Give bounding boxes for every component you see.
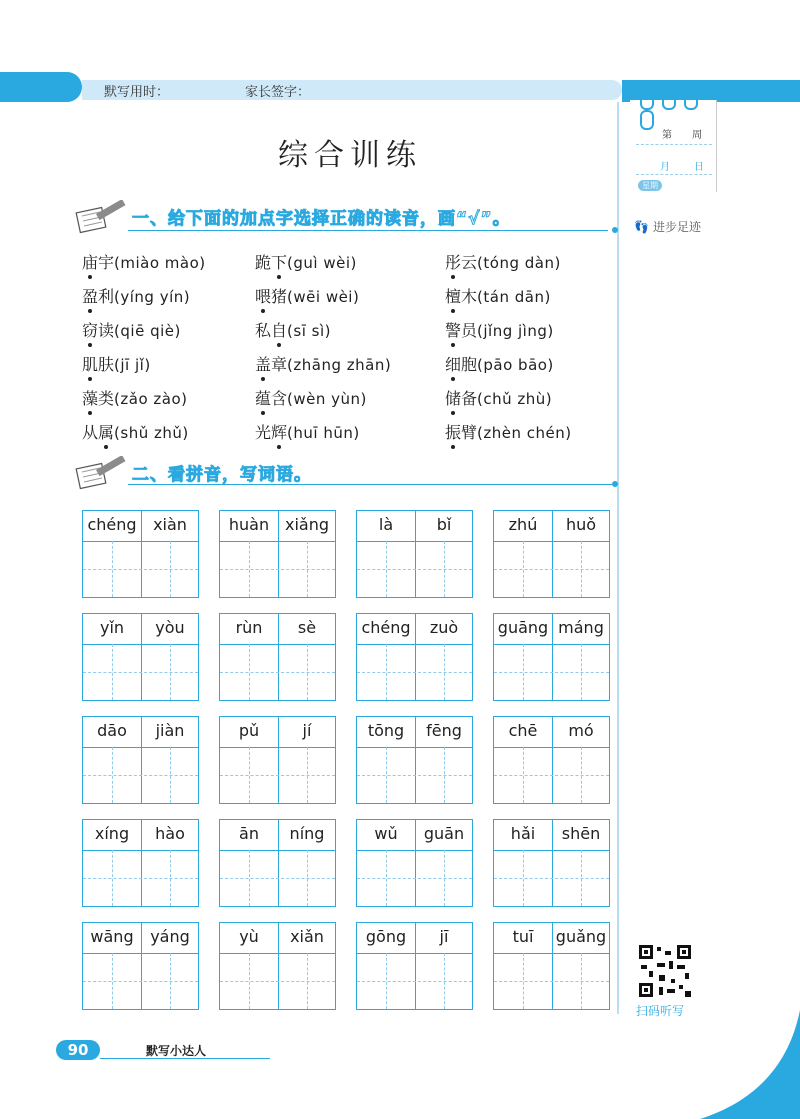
writing-cell[interactable]: [356, 922, 473, 1010]
word-item: 檀木(tán dān): [445, 287, 551, 306]
pinyin-options: (zhāng zhān): [287, 356, 392, 374]
calendar-day-label: 日: [694, 162, 704, 173]
pinyin-syllable: hǎi: [510, 824, 536, 843]
pinyin-options: (chǔ zhù): [477, 390, 553, 408]
writing-cell[interactable]: [219, 510, 336, 598]
pinyin-options: (shǔ zhǔ): [114, 424, 189, 442]
pinyin-syllable: máng: [558, 618, 604, 637]
writing-cell[interactable]: [493, 819, 610, 907]
pinyin-syllable: huǒ: [565, 515, 597, 534]
pinyin-syllable: jiàn: [155, 721, 185, 740]
writing-cell[interactable]: [356, 510, 473, 598]
dotted-character: 藻: [82, 389, 99, 408]
word-item: 储备(chǔ zhù): [445, 389, 553, 408]
pinyin-options: (wēi wèi): [287, 288, 360, 306]
dotted-character: 喂: [255, 287, 272, 306]
pinyin-syllable: chē: [508, 721, 538, 740]
pinyin-syllable: yù: [239, 927, 259, 946]
pinyin-options: (yíng yín): [114, 288, 191, 306]
pinyin-options: (qiē qiè): [114, 322, 181, 340]
page-number: 90: [56, 1040, 100, 1060]
pinyin-options: (zǎo zào): [114, 390, 188, 408]
writing-cell[interactable]: [82, 819, 199, 907]
corner-decoration: [700, 1010, 800, 1119]
writing-cell[interactable]: [82, 613, 199, 701]
dotted-character: 储: [445, 389, 462, 408]
pinyin-options: (jī jǐ): [114, 356, 151, 374]
pinyin-options: (tóng dàn): [477, 254, 561, 272]
word-item: 盖章(zhāng zhān): [255, 355, 392, 374]
footprints-icon: 👣: [634, 220, 649, 234]
calendar-week-label: 第: [662, 130, 672, 141]
pinyin-syllable: tuī: [512, 927, 534, 946]
pencil-notebook-icon: [72, 200, 128, 236]
dotted-character: 盖: [255, 355, 272, 374]
section1-heading: 一、给下面的加点字选择正确的读音，画“√”。: [132, 209, 511, 229]
word-item: 警员(jǐng jìng): [445, 321, 554, 340]
writing-cell[interactable]: [493, 613, 610, 701]
dotted-character: 蕴: [255, 389, 272, 408]
pinyin-syllable: tōng: [367, 721, 405, 740]
word-item: 喂猪(wēi wèi): [255, 287, 360, 306]
pinyin-syllable: yòu: [155, 618, 185, 637]
pinyin-syllable: bǐ: [436, 515, 452, 534]
pinyin-options: (pāo bāo): [477, 356, 554, 374]
pinyin-syllable: shēn: [561, 824, 601, 843]
pinyin-syllable: pǔ: [238, 721, 260, 740]
word-item: 细胞(pāo bāo): [445, 355, 554, 374]
qr-code-icon[interactable]: [637, 943, 693, 999]
word-item: 肌肤(jī jǐ): [82, 355, 151, 374]
pinyin-syllable: dāo: [97, 721, 127, 740]
pinyin-syllable: guāng: [497, 618, 549, 637]
calendar-rings-icon: [640, 90, 716, 130]
writing-cell[interactable]: [356, 613, 473, 701]
pinyin-options: (miào mào): [114, 254, 206, 272]
pinyin-syllable: hào: [155, 824, 185, 843]
calendar-week-suffix: 周: [692, 130, 702, 141]
pinyin-syllable: fēng: [426, 721, 462, 740]
word-item: 跪下(guì wèi): [255, 253, 357, 272]
writing-cell[interactable]: [219, 613, 336, 701]
dotted-character: 下: [271, 253, 288, 272]
pinyin-syllable: níng: [289, 824, 325, 843]
writing-cell[interactable]: [82, 716, 199, 804]
pinyin-options: (jǐng jìng): [477, 322, 554, 340]
writing-cell[interactable]: [219, 922, 336, 1010]
section2-heading: 二、看拼音，写词语。: [132, 465, 312, 485]
word-item: 私自(sī sì): [255, 321, 331, 340]
pinyin-syllable: guǎng: [555, 927, 607, 946]
pinyin-syllable: xíng: [94, 824, 130, 843]
writing-cell[interactable]: [493, 716, 610, 804]
pinyin-syllable: yǐn: [99, 618, 125, 637]
pinyin-syllable: huàn: [228, 515, 270, 534]
pinyin-syllable: guān: [423, 824, 465, 843]
pinyin-options: (zhèn chén): [477, 424, 572, 442]
pinyin-options: (tán dān): [477, 288, 551, 306]
dotted-character: 自: [271, 321, 288, 340]
pinyin-syllable: xiǎn: [290, 927, 324, 946]
writing-cell[interactable]: [493, 922, 610, 1010]
topbar: [82, 80, 622, 100]
pinyin-syllable: chéng: [87, 515, 137, 534]
dotted-character: 属: [98, 423, 115, 442]
pinyin-syllable: wāng: [90, 927, 134, 946]
dictation-time-label: 默写用时：: [104, 85, 170, 100]
calendar-month-label: 月: [660, 162, 670, 173]
calendar-weekday-badge: 星期: [638, 180, 662, 191]
word-item: 从属(shǔ zhǔ): [82, 423, 189, 442]
word-item: 蕴含(wèn yùn): [255, 389, 367, 408]
pinyin-options: (sī sì): [287, 322, 331, 340]
pinyin-syllable: xiàn: [153, 515, 187, 534]
word-item: 光辉(huī hūn): [255, 423, 360, 442]
section1-header: [72, 200, 617, 236]
dotted-character: 振: [445, 423, 462, 442]
pinyin-syllable: zhú: [508, 515, 538, 534]
dotted-character: 警: [445, 321, 462, 340]
parent-signature-label: 家长签字：: [245, 85, 311, 100]
progress-label: 进步足迹: [652, 220, 701, 234]
word-item: 盈利(yíng yín): [82, 287, 191, 306]
writing-cell[interactable]: [82, 922, 199, 1010]
writing-cell[interactable]: [219, 819, 336, 907]
writing-cell[interactable]: [356, 819, 473, 907]
pinyin-syllable: ān: [239, 824, 259, 843]
pencil-notebook-icon: [72, 456, 128, 492]
book-title: 默写小达人: [146, 1044, 207, 1058]
word-item: 庙宇(miào mào): [82, 253, 206, 272]
section2-header: [72, 456, 617, 492]
topbar-tab: [0, 72, 82, 102]
dotted-character: 檀: [445, 287, 462, 306]
pinyin-syllable: xiǎng: [284, 515, 329, 534]
pinyin-syllable: jí: [302, 721, 312, 740]
pinyin-options: (huī hūn): [287, 424, 360, 442]
pinyin-syllable: yáng: [150, 927, 190, 946]
pinyin-syllable: wǔ: [374, 824, 398, 843]
dotted-character: 彤: [445, 253, 462, 272]
right-margin-line: [617, 102, 619, 1014]
pinyin-syllable: chéng: [361, 618, 411, 637]
pinyin-syllable: zuò: [429, 618, 459, 637]
word-item: 振臂(zhèn chén): [445, 423, 572, 442]
dotted-character: 细: [445, 355, 462, 374]
dotted-character: 庙: [82, 253, 99, 272]
writing-cell[interactable]: [82, 510, 199, 598]
writing-cell[interactable]: [356, 716, 473, 804]
pinyin-syllable: jī: [439, 927, 449, 946]
pinyin-syllable: sè: [297, 618, 317, 637]
pinyin-options: (guì wèi): [287, 254, 357, 272]
word-item: 彤云(tóng dàn): [445, 253, 561, 272]
pinyin-syllable: rùn: [235, 618, 263, 637]
progress-footprints: [634, 218, 701, 235]
dotted-character: 窃: [82, 321, 99, 340]
dotted-character: 辉: [271, 423, 288, 442]
pinyin-syllable: gōng: [365, 927, 407, 946]
pinyin-syllable: là: [378, 515, 394, 534]
pinyin-syllable: mó: [568, 721, 594, 740]
writing-cell[interactable]: [493, 510, 610, 598]
page-title: 综合训练: [278, 138, 422, 173]
writing-cell[interactable]: [219, 716, 336, 804]
dotted-character: 肌: [82, 355, 99, 374]
word-item: 藻类(zǎo zào): [82, 389, 188, 408]
qr-label: 扫码听写: [636, 1004, 685, 1018]
word-item: 窃读(qiē qiè): [82, 321, 181, 340]
pinyin-options: (wèn yùn): [287, 390, 367, 408]
dotted-character: 盈: [82, 287, 99, 306]
